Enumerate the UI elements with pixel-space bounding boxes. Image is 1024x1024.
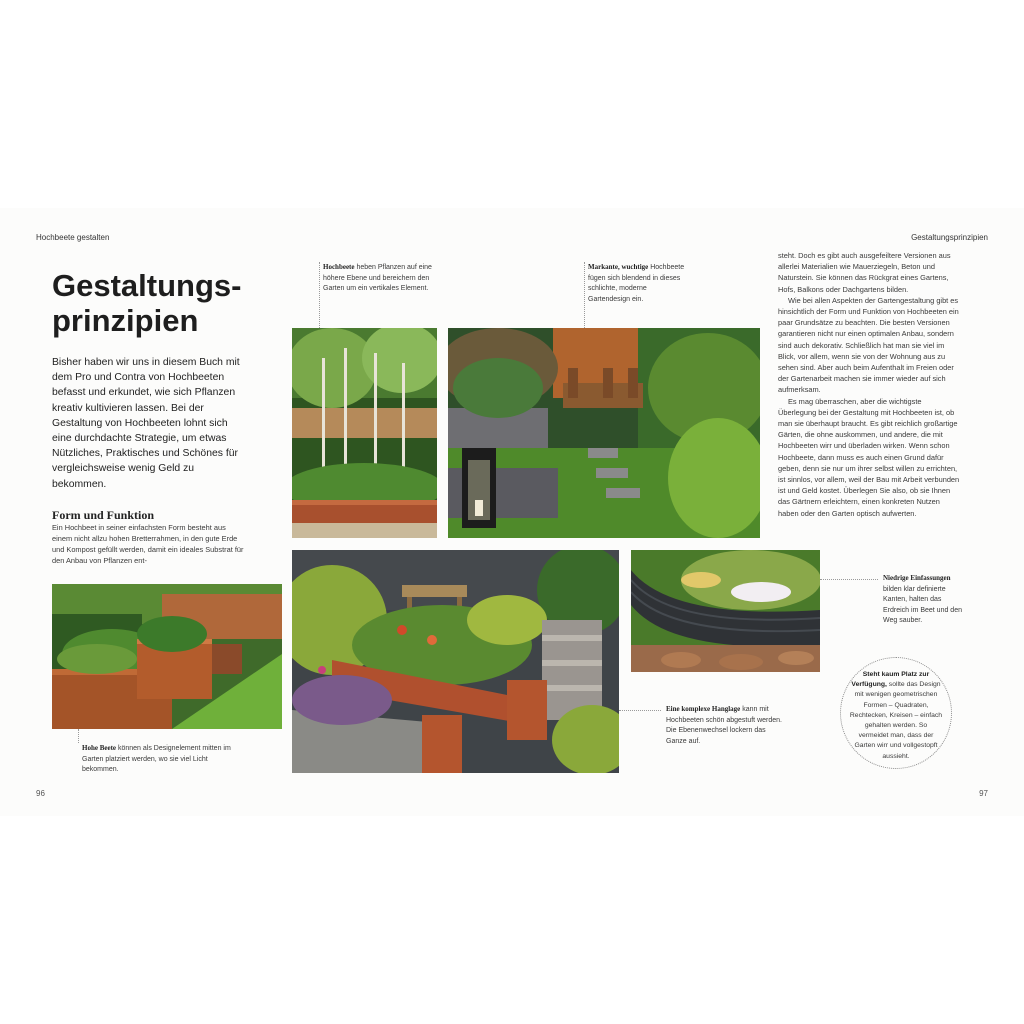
body-text: [778, 250, 960, 519]
caption-markante-bold: Markante, wuchtige: [588, 263, 649, 271]
body-paragraph-2: Wie bei allen Aspekten der Gartengestaltung gibt es hinsichtlich der Form und Funktion von Hochbeeten ein paar Grundsätze zu beachten. Die besten Versionen garantieren nicht nur einen optimalen Anbau, sondern sind auch dekorativ. Schließlich hat man sie viel im Blick, vor allem, wenn sie von der Wohnung aus zu sehen sind. Aber auch beim Aufenthalt im Freien oder der Gartenarbeit machen sie immer wieder auf sich aufmerksam.: [778, 295, 959, 395]
title-line-1: Gestaltungs-: [52, 268, 242, 303]
caption-niedrige-bold: Niedrige Einfassungen: [883, 574, 951, 582]
section-text: Ein Hochbeet in seiner einfachsten Form besteht aus einem nicht allzu hohen Bretterrahmen, in den gute Erde und Kompost gefüllt werden, damit ein ideales Substrat für den Anbau von Pflanzen ent-: [52, 523, 244, 566]
photo-terraced-slope: [292, 550, 619, 773]
photo-slate-edging: [631, 550, 820, 672]
title-line-2: prinzipien: [52, 303, 199, 338]
caption-hochbeete-text: heben Pflanzen auf eine höhere Ebene und bereichern den Garten um ein vertikales Element.: [323, 264, 432, 293]
photo-modern-garden-lantern: [448, 328, 760, 538]
caption-hanglage: [666, 704, 786, 747]
page-number-left: 96: [36, 789, 45, 798]
caption-markante-text: Hochbeete fügen sich blendend in dieses schlichte, moderne Gartendesign ein.: [588, 264, 685, 303]
photo-corten-beds: [52, 584, 282, 729]
caption-leader-markante: [584, 262, 585, 328]
caption-hanglage-text: kann mit Hochbeeten schön abgestuft werden. Die Ebenenwechsel lockern das Ganze auf.: [666, 706, 782, 745]
caption-hochbeete-bold: Hochbeete: [323, 263, 355, 271]
caption-hohe-bold: Hohe Beete: [82, 744, 117, 752]
lead-paragraph: Bisher haben wir uns in diesem Buch mit dem Pro und Contra von Hochbeeten befasst und erkundet, wie sich Pflanzen kreativ kultivieren lassen. Bei der Gestaltung von Hochbeeten lohnt sich eine durchdachte Strategie, um etwas Nützliches, Praktisches und Schönes für vergleichsweise wenig Geld zu bekommen.: [52, 357, 240, 490]
photo-birch-brick-bed: [292, 328, 437, 538]
caption-leader-hanglage: [619, 710, 661, 711]
page-title: [52, 268, 241, 338]
body-paragraph-1: steht. Doch es gibt auch ausgefeiltere Versionen aus allerlei Materialien wie Mauerziegeln, Beton und Naturstein. Sie können das Rückgrat eines Gartens, Hofs, Balkons oder Dachgartens bilden.: [778, 251, 951, 294]
tip-text: sollte das Design mit wenigen geometrischen Formen – Quadraten, Rechtecken, Kreisen – einfach gehalten werden. So vermeidet man, dass der Garten wirr und vollgestopft aussieht.: [849, 681, 943, 760]
running-header-left: Hochbeete gestalten: [36, 233, 110, 242]
caption-hohe-text: können als Designelement mitten im Garten platziert werden, wo sie viel Licht bekommen.: [82, 745, 231, 774]
caption-leader-hohe: [78, 729, 79, 743]
caption-markante: [588, 262, 688, 305]
running-header-right: Gestaltungsprinzipien: [911, 233, 988, 242]
tip-bold: Steht kaum Platz zur Verfügung,: [851, 671, 930, 689]
body-paragraph-3: Es mag überraschen, aber die wichtigste Überlegung bei der Gestaltung mit Hochbeeten ist, ob man sie überhaupt braucht. Es gibt reichlich großartige Gärten, die ohne auskommen, und andere, die mit Hochbeeten wirr und überladen wirken. Wenn schon Hochbeete, dann muss es auch einen Grund dafür geben, denn sie nur um ihrer selbst willen zu errichten, ist sinnlos, vor allem, weil der Bau mit Arbeit verbunden ist und Geld kostet. Überlegen Sie also, ob sie Ihnen das Gärtnern erleichtern, einen konkreten Nutzen haben oder den Garten optisch aufwerten.: [778, 396, 960, 518]
section-heading: Form und Funktion: [52, 508, 155, 522]
caption-niedrige-text: bilden klar definierte Kanten, halten das Erdreich im Beet und den Weg sauber.: [883, 585, 962, 625]
tip-circle: [840, 657, 952, 769]
caption-hanglage-bold: Eine komplexe Hanglage: [666, 705, 741, 713]
caption-hochbeete: [323, 262, 449, 295]
caption-leader-hochbeete: [319, 262, 320, 328]
caption-leader-niedrige: [820, 579, 878, 580]
caption-hohe-beete: [82, 743, 232, 776]
page-number-right: 97: [979, 789, 988, 798]
caption-niedrige: [883, 573, 963, 627]
